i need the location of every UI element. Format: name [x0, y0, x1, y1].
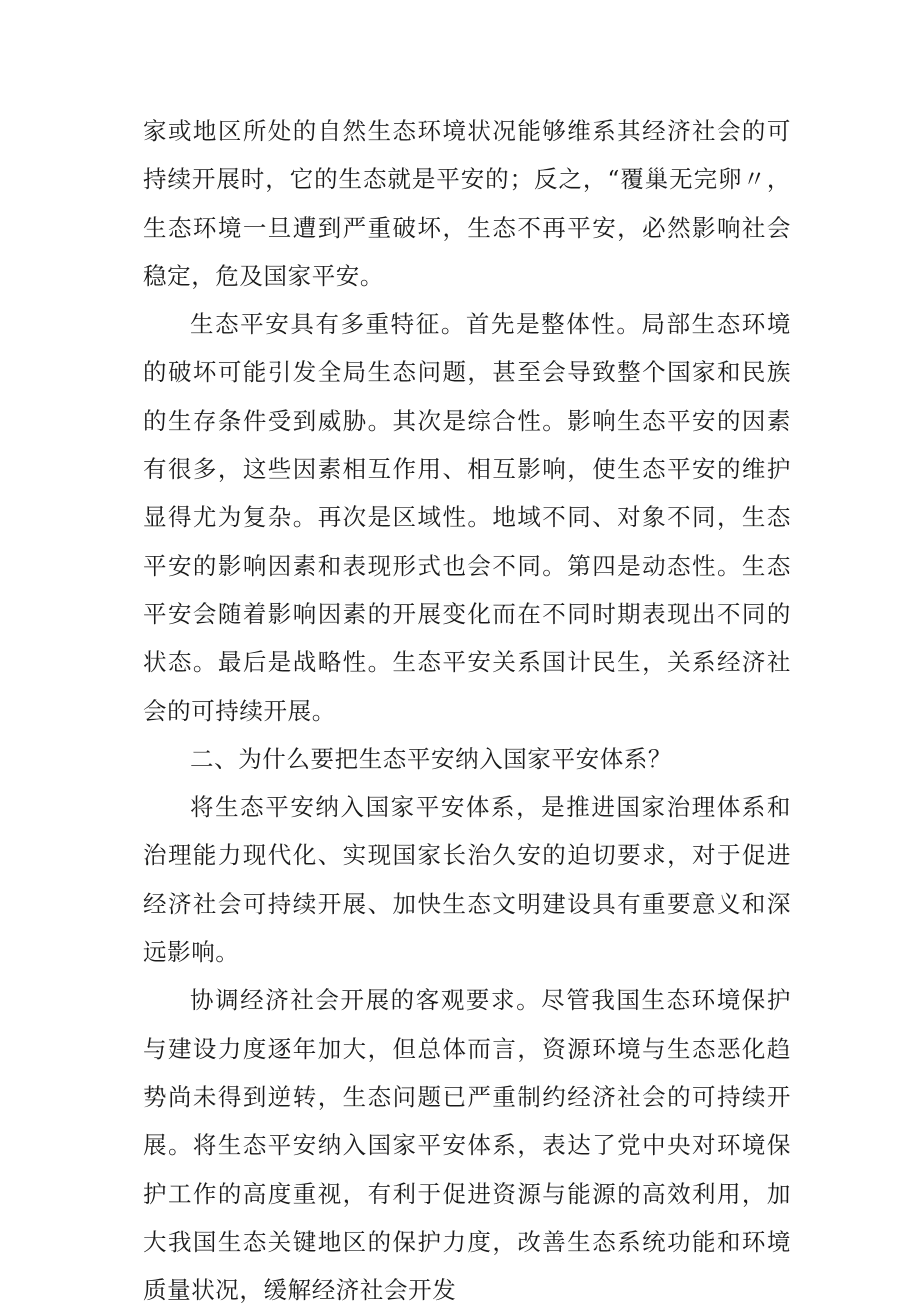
paragraph-continuation: 家或地区所处的自然生态环境状况能够维系其经济社会的可持续开展时，它的生态就是平安的；反之，“覆巢无完卵〃，生态环境一旦遭到严重破坏，生态不再平安，必然影响社会稳定，危及国家平安。: [143, 117, 791, 290]
paragraph-inclusion-significance: 将生态平安纳入国家平安体系，是推进国家治理体系和治理能力现代化、实现国家长治久安的迫切要求，对于促进经济社会可持续开展、加快生态文明建设具有重要意义和深远影响。: [143, 793, 791, 967]
paragraph-economic-coordination: 协调经济社会开展的客观要求。尽管我国生态环境保护与建设力度逐年加大，但总体而言，资源环境与生态恶化趋势尚未得到逆转，生态问题已严重制约经济社会的可持续开展。将生态平安纳入国家平安体系，表达了党中央对环境保护工作的高度重视，有利于促进资源与能源的高效利用，加大我国生态关键地区的保护力度，改善生态系统功能和环境质量状况，缓解经济社会开发: [143, 986, 791, 1305]
document-body: [143, 107, 791, 1314]
paragraph-ecological-security-features: 生态平安具有多重特征。首先是整体性。局部生态环境的破坏可能引发全局生态问题，甚至会导致整个国家和民族的生存条件受到威胁。其次是综合性。影响生态平安的因素有很多，这些因素相互作用、相互影响，使生态平安的维护显得尤为复杂。再次是区域性。地域不同、对象不同，生态平安的影响因素和表现形式也会不同。第四是动态性。生态平安会随着影响因素的开展变化而在不同时期表现出不同的状态。最后是战略性。生态平安关系国计民生，关系经济社会的可持续开展。: [143, 310, 791, 725]
section-heading-why: 二、为什么要把生态平安纳入国家平安体系？: [190, 744, 672, 773]
